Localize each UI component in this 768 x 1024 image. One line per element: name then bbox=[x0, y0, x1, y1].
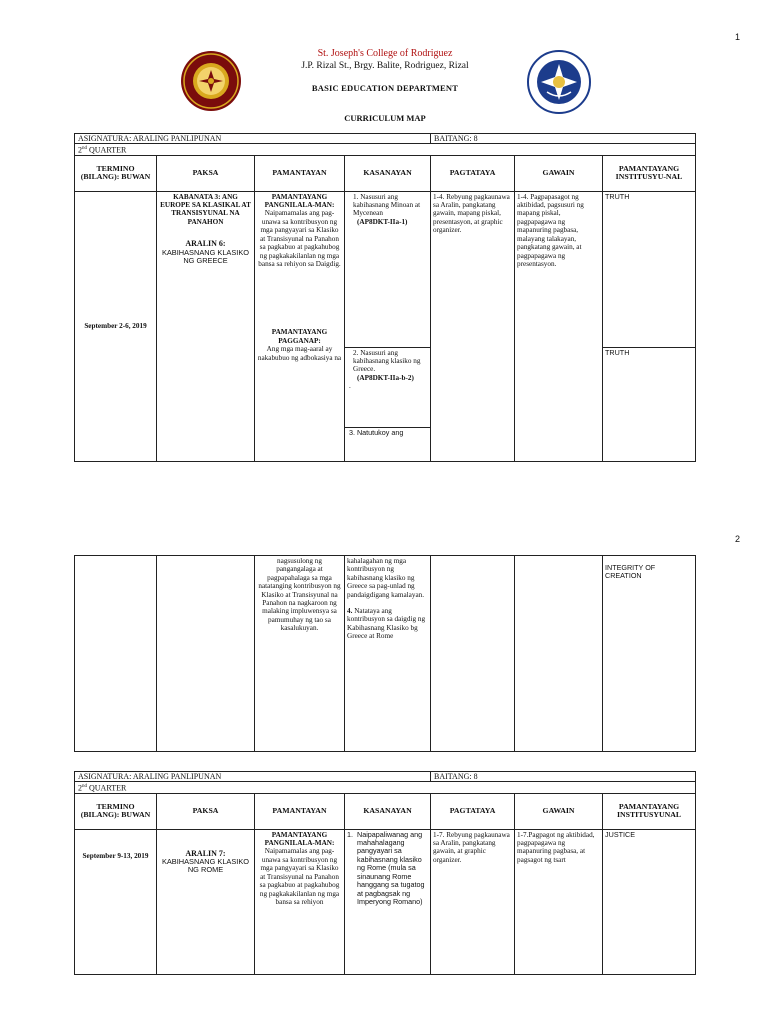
header-pagtataya-3: PAGTATAYA bbox=[431, 793, 515, 829]
institusyunal-cont-cell: INTEGRITY OF CREATION bbox=[603, 556, 696, 752]
termino-cell: September 2-6, 2019 bbox=[75, 191, 157, 461]
paksa-cell-3 bbox=[157, 829, 255, 974]
school-name: St. Joseph's College of Rodriguez bbox=[317, 48, 453, 59]
pagtataya-cell: 1-4. Rebyung pagkaunawa sa Aralin, pangkatang gawain, mapang piskal, presentasyon, at graphic organizer. bbox=[431, 191, 515, 461]
paksa-lesson: ARALIN 6: bbox=[185, 239, 226, 249]
header-paksa: PAKSA bbox=[157, 155, 255, 191]
pamantayan-cell bbox=[255, 191, 345, 461]
curriculum-table-2 bbox=[74, 555, 696, 752]
gawain-cell-3: 1-7.Pagpagot ng aktibidad, pagpapagawa ng mapanuring pagbasa, at pagsagot ng tsart bbox=[515, 829, 603, 974]
subject-cell: ASIGNATURA: ARALING PANLIPUNAN bbox=[75, 134, 431, 144]
curriculum-table-3 bbox=[74, 771, 696, 975]
paksa-cont-cell bbox=[157, 556, 255, 752]
pamantayan-text-1: Naipamamalas ang pag-unawa sa kontribusyon ng mga pangyayari sa Klasiko at Transisyunal na Panahon sa pagkabuo at pagkahubog ng pagkakakilanlan ng mga bansa sa rehiyon sa Daigdig. bbox=[258, 209, 341, 268]
kasanayan-cell-2 bbox=[345, 347, 431, 461]
header-termino-3: TERMINO (BILANG): BUWAN bbox=[75, 793, 157, 829]
subject-cell-3: ASIGNATURA: ARALING PANLIPUNAN bbox=[75, 772, 431, 782]
header-gawain-3: GAWAIN bbox=[515, 793, 603, 829]
school-address: J.P. Rizal St., Brgy. Balite, Rodriguez, Rizal bbox=[301, 61, 469, 71]
kasanayan-cell-3 bbox=[345, 829, 431, 974]
header-termino: TERMINO (BILANG): BUWAN bbox=[75, 155, 157, 191]
school-seal-logo bbox=[180, 50, 242, 112]
paksa-cell bbox=[157, 191, 255, 461]
paksa-lesson-3: ARALIN 7: bbox=[185, 848, 226, 858]
document-title: CURRICULUM MAP bbox=[344, 113, 426, 123]
institusyunal-cell-2: TRUTH bbox=[603, 347, 696, 461]
kasanayan-num-3: 1. bbox=[347, 829, 353, 839]
header-gawain: GAWAIN bbox=[515, 155, 603, 191]
quarter-cell: 2nd QUARTER bbox=[75, 144, 696, 156]
header-pamantayan: PAMANTAYAN bbox=[255, 155, 345, 191]
header-institusyunal: PAMANTAYANG INSTITUSYU-NAL bbox=[603, 155, 696, 191]
department-title: BASIC EDUCATION DEPARTMENT bbox=[311, 83, 459, 93]
kasanayan-1-code: (AP8DKT-IIa-1) bbox=[357, 217, 408, 226]
header-institusyunal-3: PAMANTAYANG INSTITUSYUNAL bbox=[603, 793, 696, 829]
pamantayan-text-2: Ang mga mag-aaral ay nakabubuo ng adbokasiya na bbox=[257, 345, 342, 362]
page-number-2: 2 bbox=[735, 534, 741, 544]
pamantayan-head-1: PAMANTAYANG PANGNILALA-MAN: bbox=[264, 192, 335, 210]
institusyunal-cell-1: TRUTH bbox=[603, 191, 696, 347]
pagtataya-cell-3: 1-7. Rebyung pagkaunawa sa Aralin, pangkatang gawain, at graphic organizer. bbox=[431, 829, 515, 974]
header-kasanayan-3: KASANAYAN bbox=[345, 793, 431, 829]
pamantayan-cell-3 bbox=[255, 829, 345, 974]
paksa-chapter: KABANATA 3: ANG EUROPE SA KLASIKAL AT TRANSISYUNAL NA PANAHON bbox=[160, 192, 251, 226]
grade-cell-3: BAITANG: 8 bbox=[431, 772, 696, 782]
paksa-lesson-title: KABIHASNANG KLASIKO NG GREECE bbox=[161, 247, 250, 266]
pamantayan-text-3: Naipamamalas ang pag-unawa sa kontribusyon ng mga pangyayari sa Klasiko at Transisyunal na Panahon sa pagkabuo at pagkahubog ng pagkakakilanlan ng mga bansa sa rehiyon bbox=[259, 847, 340, 906]
pagtataya-cont-cell bbox=[431, 556, 515, 752]
kasanayan-cell-1 bbox=[345, 191, 431, 347]
termino-cont-cell bbox=[75, 556, 157, 752]
page-number-1: 1 bbox=[735, 32, 741, 42]
pamantayan-cont-cell: nagsusulong ng pangangalaga at pagpapahalaga sa mga natatanging kontribusyon ng Klasiko at Transisyunal na Panahon na nagkaroon ng malaking impluwensya sa pamumuhay ng tao sa kasalukuyan. bbox=[255, 556, 345, 752]
deped-seal-logo bbox=[527, 50, 591, 114]
kasanayan-1: 1. Nasusuri ang kabihasnang Minoan at Mycenean bbox=[353, 192, 421, 218]
quarter-cell-3: 2nd QUARTER bbox=[75, 782, 696, 794]
pamantayan-head-2: PAMANTAYANG PAGGANAP: bbox=[271, 328, 328, 345]
header-pagtataya: PAGTATAYA bbox=[431, 155, 515, 191]
paksa-lesson-title-3: KABIHASNANG KLASIKO NG ROME bbox=[161, 857, 250, 875]
header-kasanayan: KASANAYAN bbox=[345, 155, 431, 191]
kasanayan-2-code: (AP8DKT-IIa-b-2) bbox=[357, 373, 414, 382]
kasanayan-text-3: Naipapaliwanag ang mahahalagang pangyayari sa kabihasnang klasiko ng Rome (mula sa sinaunang Rome hanggang sa tugatog at pagbagsak ng Imperyong Romano) bbox=[357, 829, 425, 906]
curriculum-table-1 bbox=[74, 133, 696, 462]
kasanayan-3: 3. Natutukoy ang bbox=[345, 427, 430, 437]
kasanayan-4: 4. Natataya ang kontribusyon sa daigdig ng Kabihasnang Klasiko bg Greece at Rome bbox=[347, 607, 426, 641]
institusyunal-cell-3: JUSTICE bbox=[603, 829, 696, 974]
kasanayan-2-dot: . bbox=[349, 382, 351, 391]
pamantayan-head-3: PAMANTAYANG PANGNILALA-MAN: bbox=[264, 830, 335, 848]
kasanayan-2: 2. Nasusuri ang kabihasnang klasiko ng Greece. bbox=[353, 348, 421, 374]
gawain-cont-cell bbox=[515, 556, 603, 752]
grade-cell: BAITANG: 8 bbox=[431, 134, 696, 144]
termino-cell-3: September 9-13, 2019 bbox=[75, 829, 157, 974]
gawain-cell: 1-4. Pagpapasagot ng aktibidad, pagsusuri ng mapang piskal, pagpapagawa ng mapanuring pagbasa, malayang talakayan, pangkatang gawain, at pagpapagawa ng presentasyon. bbox=[515, 191, 603, 461]
header-paksa-3: PAKSA bbox=[157, 793, 255, 829]
kasanayan-cont-cell bbox=[345, 556, 431, 752]
header-pamantayan-3: PAMANTAYAN bbox=[255, 793, 345, 829]
kasanayan-cont: kahalagahan ng mga kontribusyon ng kabihasnang klasiko ng Greece sa pag-unlad ng pandaigdigang kamalayan. bbox=[347, 557, 425, 599]
